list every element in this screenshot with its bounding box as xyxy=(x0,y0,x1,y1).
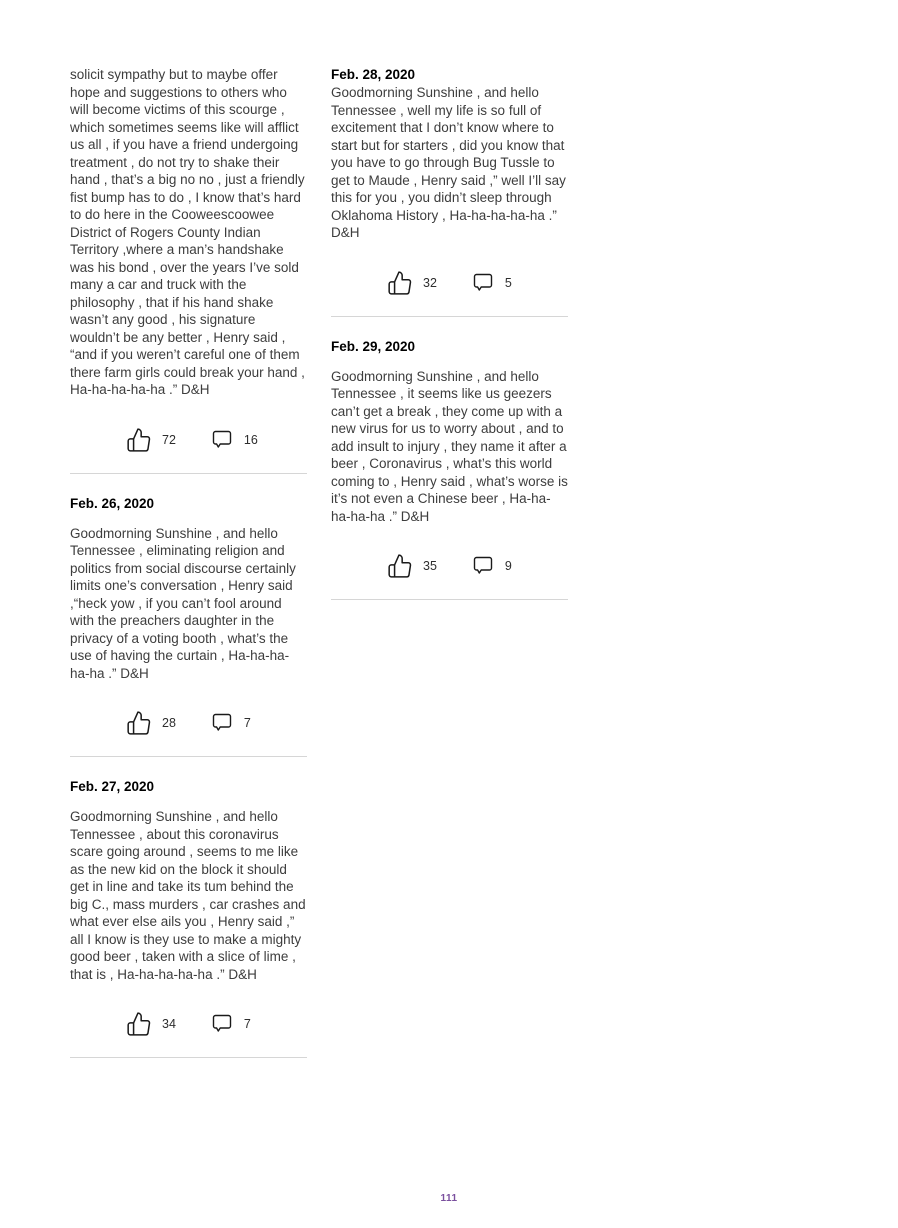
comment-bubble-icon xyxy=(471,271,495,295)
thumbs-up-icon xyxy=(126,427,152,453)
divider xyxy=(331,316,568,317)
like-count: 28 xyxy=(162,716,176,730)
post-stats xyxy=(126,708,307,738)
post-text: Goodmorning Sunshine , and hello Tennessee , eliminating religion and politics from social discourse certainly limits one’s conversation , Henry said ,“heck yow , if you can’t fool around with the preachers daughter in the privacy of a voting booth , what’s the use of having the curtain , Ha-ha-ha-ha-ha .” D&H xyxy=(70,525,296,681)
post-stats xyxy=(126,1009,307,1039)
post-text: Goodmorning Sunshine , and hello Tennessee , well my life is so full of excitement that I don’t know where to start but for starters , did you know that you have to go through Bug Tussle to get to Maude , Henry said ,” well I’ll say this for you , you didn’t sleep through Oklahoma History , Ha-ha-ha-ha-ha .” D&H xyxy=(331,85,566,240)
comment-bubble-icon xyxy=(210,1012,234,1036)
post-date: Feb. 28, 2020 xyxy=(331,67,416,82)
post-stats xyxy=(387,268,568,298)
post xyxy=(70,66,307,474)
like-count: 72 xyxy=(162,432,176,447)
comment-count: 16 xyxy=(243,432,258,447)
comment-count: 7 xyxy=(243,716,251,730)
left-column xyxy=(70,66,307,1079)
thumbs-up-icon xyxy=(387,270,413,296)
post xyxy=(331,338,568,601)
comment-bubble-icon xyxy=(210,711,234,735)
comment-bubble-icon xyxy=(210,428,234,452)
post xyxy=(331,66,568,317)
post-date: Feb. 26, 2020 xyxy=(70,495,155,511)
post-text: Goodmorning Sunshine , and hello Tennessee , about this coronavirus scare going around , seems to me like as the new kid on the block it should get in line and take its tum behind the big C., mass murders , car crashes and what ever else ails you , Henry said ,” all I know is they use to make a mighty good beer , taken with a slice of lime , that is , Ha-ha-ha-ha-ha .” D&H xyxy=(70,809,306,982)
thumbs-up-icon xyxy=(126,710,152,736)
divider xyxy=(70,1057,307,1058)
comment-count: 5 xyxy=(504,275,512,290)
post-date: Feb. 29, 2020 xyxy=(331,338,416,354)
post xyxy=(70,495,307,758)
comment-bubble-icon xyxy=(471,554,495,578)
divider xyxy=(70,473,307,474)
right-column xyxy=(331,66,568,621)
comment-count: 9 xyxy=(504,559,512,573)
post-date: Feb. 27, 2020 xyxy=(70,779,155,794)
comment-count: 7 xyxy=(243,1017,251,1031)
page-number: 111 xyxy=(440,1193,458,1204)
post-text: solicit sympathy but to maybe offer hope and suggestions to others who will become victims of this scourge , which sometimes seems like will afflict us all , if you have a friend undergoing treatment , do not try to shake their hand , that’s a big no no , just a friendly fist bump has to do , I know that’s hard to do here in the Cooweescoowee District of Rogers County Indian Territory ,where a man’s handshake was his bond , over the years I’ve sold many a car and truck with the philosophy , that if his hand shake wasn’t any good , his signature wouldn’t be any better , Henry said , “and if you weren’t careful one of them there farm girls could break your hand , Ha-ha-ha-ha-ha .” D&H xyxy=(70,67,305,397)
like-count: 34 xyxy=(162,1017,176,1031)
post-stats xyxy=(126,425,307,455)
thumbs-up-icon xyxy=(126,1011,152,1037)
thumbs-up-icon xyxy=(387,553,413,579)
post-stats xyxy=(387,551,568,581)
like-count: 32 xyxy=(423,275,437,290)
post-text: Goodmorning Sunshine , and hello Tennessee , it seems like us geezers can’t get a break , they come up with a new virus for us to worry about , and to add insult to injury , they name it after a beer , Coronavirus , what’s this world coming to , Henry said , what’s worse is it’s not even a Chinese beer , Ha-ha-ha-ha-ha .” D&H xyxy=(331,368,568,524)
divider xyxy=(331,599,568,600)
post xyxy=(70,778,307,1058)
divider xyxy=(70,756,307,757)
like-count: 35 xyxy=(423,559,437,573)
